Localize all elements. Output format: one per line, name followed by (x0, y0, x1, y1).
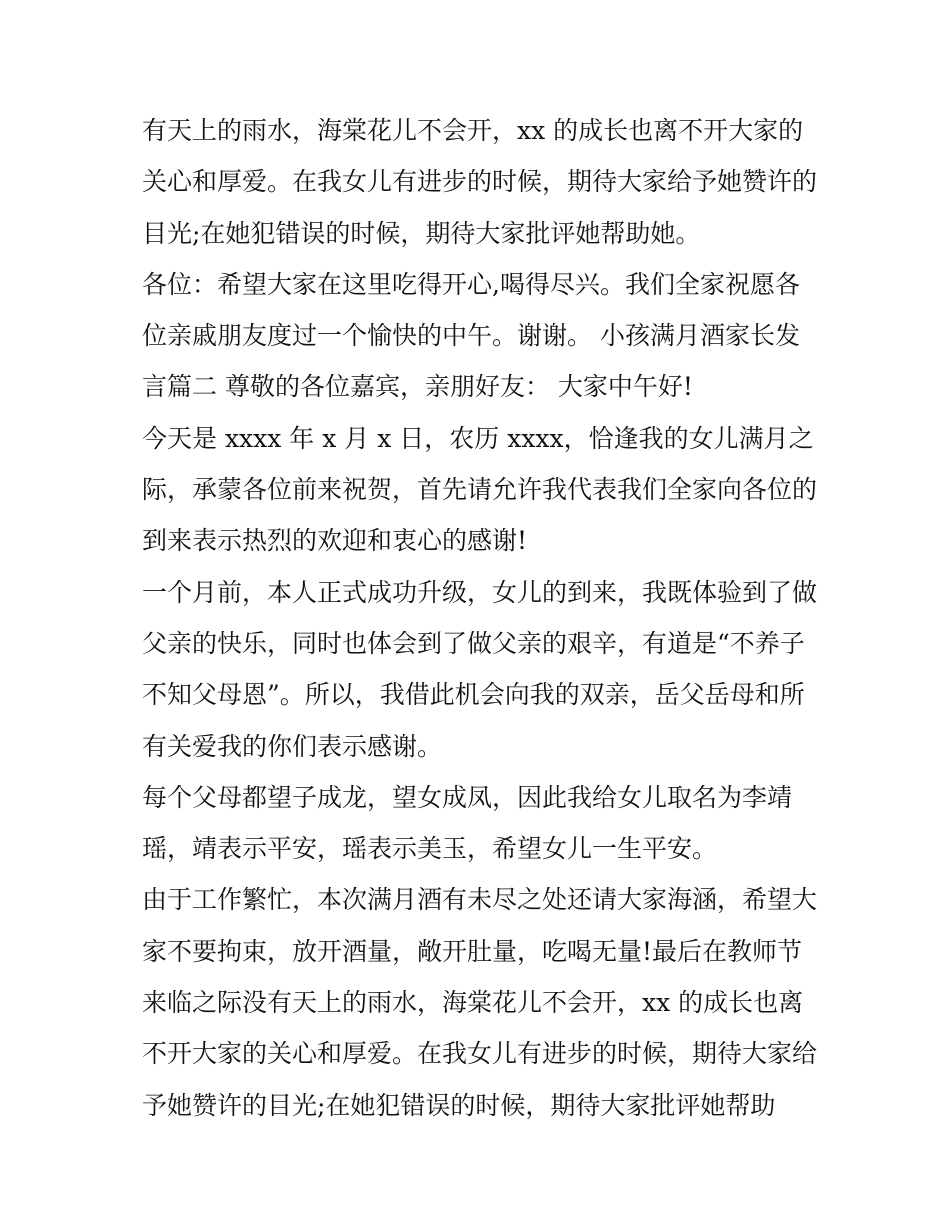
text-line: 言篇二 尊敬的各位嘉宾，亲朋好友： 大家中午好! (142, 372, 693, 402)
text-line: 不开大家的关心和厚爱。在我女儿有进步的时候，期待大家给 (142, 1039, 818, 1069)
text-line: 位亲戚朋友度过一个愉快的中午。谢谢。 小孩满月酒家长发 (142, 321, 800, 351)
text-line: 予她赞许的目光;在她犯错误的时候，期待大家批评她帮助 (142, 1090, 776, 1120)
text-line: 来临之际没有天上的雨水，海棠花儿不会开，xx 的成长也离 (142, 988, 804, 1018)
text-line: 关心和厚爱。在我女儿有进步的时候，期待大家给予她赞许的 (142, 167, 818, 197)
text-line: 由于工作繁忙，本次满月酒有未尽之处还请大家海涵，希望大 (142, 885, 818, 915)
text-line: 父亲的快乐，同时也体会到了做父亲的艰辛，有道是“不养子 (142, 628, 805, 658)
text-line: 各位：希望大家在这里吃得开心,喝得尽兴。我们全家祝愿各 (142, 269, 800, 299)
text-line: 不知父母恩”。所以，我借此机会向我的双亲，岳父岳母和所 (142, 680, 805, 710)
text-line: 到来表示热烈的欢迎和衷心的感谢! (142, 526, 528, 556)
text-line: 际，承蒙各位前来祝贺，首先请允许我代表我们全家向各位的 (142, 475, 818, 505)
document-body (142, 105, 822, 1131)
text-line: 有关爱我的你们表示感谢。 (142, 731, 443, 761)
text-line: 今天是 xxxx 年 x 月 x 日，农历 xxxx，恰逢我的女儿满月之 (142, 423, 814, 453)
text-line: 每个父母都望子成龙，望女成凤，因此我给女儿取名为李靖 (142, 782, 793, 812)
text-line: 目光;在她犯错误的时候，期待大家批评她帮助她。 (142, 218, 701, 248)
text-line: 一个月前，本人正式成功升级，女儿的到来，我既体验到了做 (142, 577, 818, 607)
text-line: 有天上的雨水，海棠花儿不会开，xx 的成长也离不开大家的 (142, 116, 804, 145)
text-line: 家不要拘束，放开酒量，敞开肚量，吃喝无量!最后在教师节 (142, 936, 803, 966)
text-line: 瑶，靖表示平安，瑶表示美玉，希望女儿一生平安。 (142, 834, 718, 864)
